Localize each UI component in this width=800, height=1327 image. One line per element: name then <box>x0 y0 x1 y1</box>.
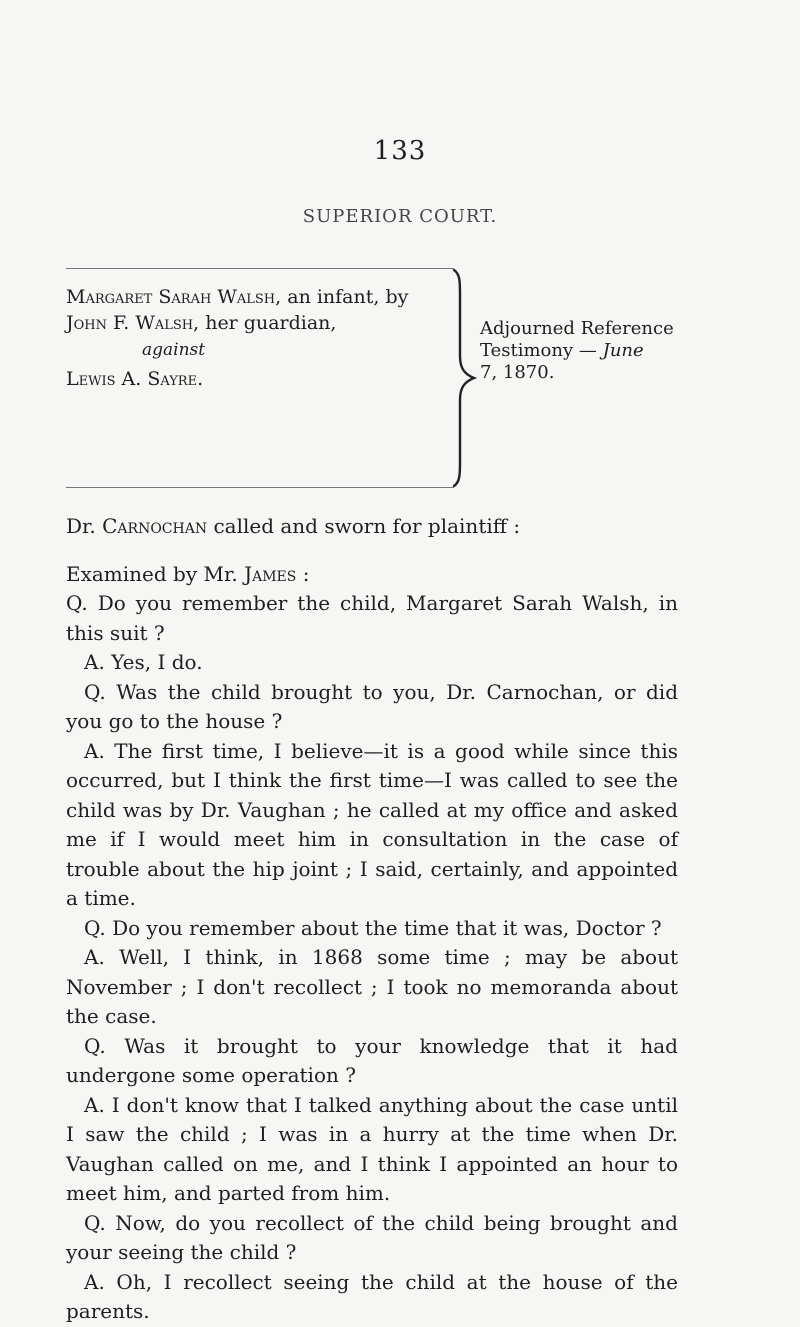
caption-against: against <box>142 340 206 360</box>
caption-top-rule <box>66 268 454 269</box>
examiner-name: James <box>244 561 297 586</box>
testimony-paragraph: Q. Was it brought to your knowledge that it had undergone some operation ? <box>66 1033 678 1087</box>
page-number: 133 <box>373 136 427 166</box>
testimony-paragraph: Q. Do you remember the child, Margaret Sarah Walsh, in this suit ? <box>66 591 678 645</box>
testimony-paragraph: Q. Was the child brought to you, Dr. Carnochan, or did you go to the house ? <box>66 679 678 733</box>
witness-name: Carnochan <box>102 514 208 538</box>
testimony-paragraph: A. Yes, I do. <box>84 650 203 674</box>
side-note-title: Adjourned Reference <box>480 318 674 339</box>
testimony-paragraph: Q. Now, do you recollect of the child being brought and your seeing the child ? <box>66 1210 678 1264</box>
side-note-testimony-text: Testimony — <box>480 340 597 361</box>
defendant-name: Lewis A. Sayre. <box>66 368 204 390</box>
caption-bottom-rule <box>66 487 454 488</box>
testimony-paragraph: Q. Do you remember about the time that it was, Doctor ? <box>84 915 662 940</box>
examiner-rest: : <box>302 561 310 586</box>
guardian-rest: , her guardian, <box>193 312 337 334</box>
testimony-paragraph: A. The first time, I believe—it is a good while since this occurred, but I think the first time—I was called to see the child was by Dr. Vaughan ; he called at my office and asked me if I would meet him in consultation in the case of trouble about the hip joint ; I said, certainly, and appointed a time. <box>66 738 678 910</box>
court-heading: SUPERIOR COURT. <box>302 206 498 227</box>
examiner-prefix: Examined by Mr. <box>66 561 238 586</box>
caption-guardian <box>66 312 336 334</box>
plaintiff-name: Margaret Sarah Walsh <box>66 286 276 308</box>
side-note-date: 7, 1870. <box>480 362 555 383</box>
witness-rest: called and sworn for plaintiff : <box>213 514 521 538</box>
caption-plaintiff <box>66 286 408 308</box>
caption-defendant <box>66 368 203 390</box>
guardian-name: John F. Walsh <box>66 312 194 334</box>
testimony-paragraph: A. Oh, I recollect seeing the child at the house of the parents. <box>66 1269 678 1323</box>
testimony-body <box>66 512 678 1327</box>
examiner-line <box>66 560 678 590</box>
testimony-paragraph: A. I don't know that I talked anything about the case until I saw the child ; I was in a hurry at the time when Dr. Vaughan called on me, and I think I appointed an hour to meet him, and parted from him. <box>66 1092 678 1205</box>
testimony-paragraph: A. Well, I think, in 1868 some time ; may be about November ; I don't recollect ; I took no memoranda about the case. <box>66 945 678 1028</box>
witness-line <box>66 512 678 542</box>
witness-prefix: Dr. <box>66 514 96 538</box>
plaintiff-rest: , an infant, by <box>275 286 409 308</box>
side-note-testimony <box>480 340 644 361</box>
caption-brace <box>450 268 484 488</box>
side-note-month: June <box>602 340 644 361</box>
